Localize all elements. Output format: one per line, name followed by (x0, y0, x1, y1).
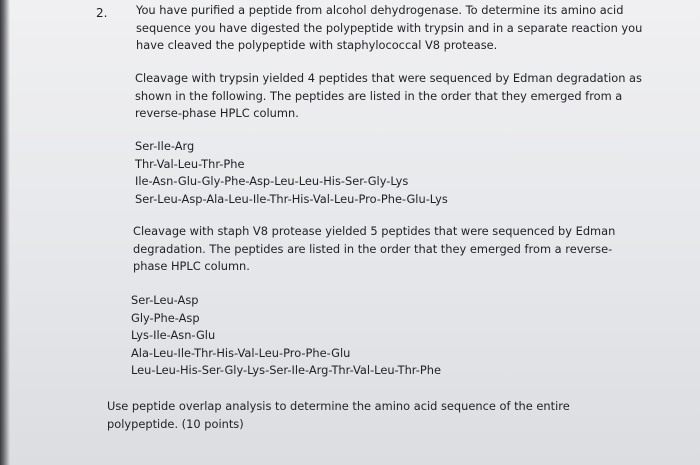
instruction-line: Use peptide overlap analysis to determine the amino acid sequence of the entire (107, 399, 570, 413)
v8-peptide: Ala-Leu-Ile-Thr-His-Val-Leu-Pro-Phe-Glu (131, 345, 351, 360)
trypsin-description-line: reverse-phase HPLC column. (135, 106, 299, 120)
intro-line: sequence you have digested the polypeptide with trypsin and in a separate reaction you (136, 20, 643, 35)
v8-description-line: phase HPLC column. (133, 259, 250, 273)
trypsin-peptide: Thr-Val-Leu-Thr-Phe (135, 156, 245, 171)
instruction-line: polypeptide. (10 points) (107, 416, 244, 431)
question-intro (136, 2, 642, 55)
v8-peptide: Gly-Phe-Asp (131, 310, 200, 325)
page-edge-shadow (0, 0, 10, 465)
question-instruction (107, 398, 570, 433)
v8-description-line: Cleavage with staph V8 protease yielded 5 peptides that were sequenced by Edman (133, 224, 616, 238)
intro-line: You have purified a peptide from alcohol dehydrogenase. To determine its amino acid (136, 3, 624, 17)
trypsin-description-line: Cleavage with trypsin yielded 4 peptides that were sequenced by Edman degradation as (135, 71, 642, 85)
trypsin-description (135, 70, 642, 123)
trypsin-peptide: Ser-Ile-Arg (135, 139, 195, 153)
question-number: 2. (96, 6, 108, 20)
trypsin-peptide: Ile-Asn-Glu-Gly-Phe-Asp-Leu-Leu-His-Ser-Gly-Lys (135, 174, 409, 188)
trypsin-description-line: shown in the following. The peptides are listed in the order that they emerged from a (135, 88, 623, 103)
v8-peptide: Lys-Ile-Asn-Glu (131, 328, 216, 342)
trypsin-peptide: Ser-Leu-Asp-Ala-Leu-Ile-Thr-His-Val-Leu-Pro-Phe-Glu-Lys (135, 191, 448, 206)
v8-description-line: degradation. The peptides are listed in the order that they emerged from a reverse- (133, 241, 613, 256)
intro-line: have cleaved the polypeptide with staphylococcal V8 protease. (136, 38, 498, 52)
v8-peptide: Ser-Leu-Asp (131, 293, 199, 307)
v8-peptide-list (131, 292, 441, 380)
trypsin-peptide-list (135, 138, 448, 208)
v8-peptide: Leu-Leu-His-Ser-Gly-Lys-Ser-Ile-Arg-Thr-Val-Leu-Thr-Phe (131, 363, 441, 377)
v8-description (133, 223, 615, 276)
